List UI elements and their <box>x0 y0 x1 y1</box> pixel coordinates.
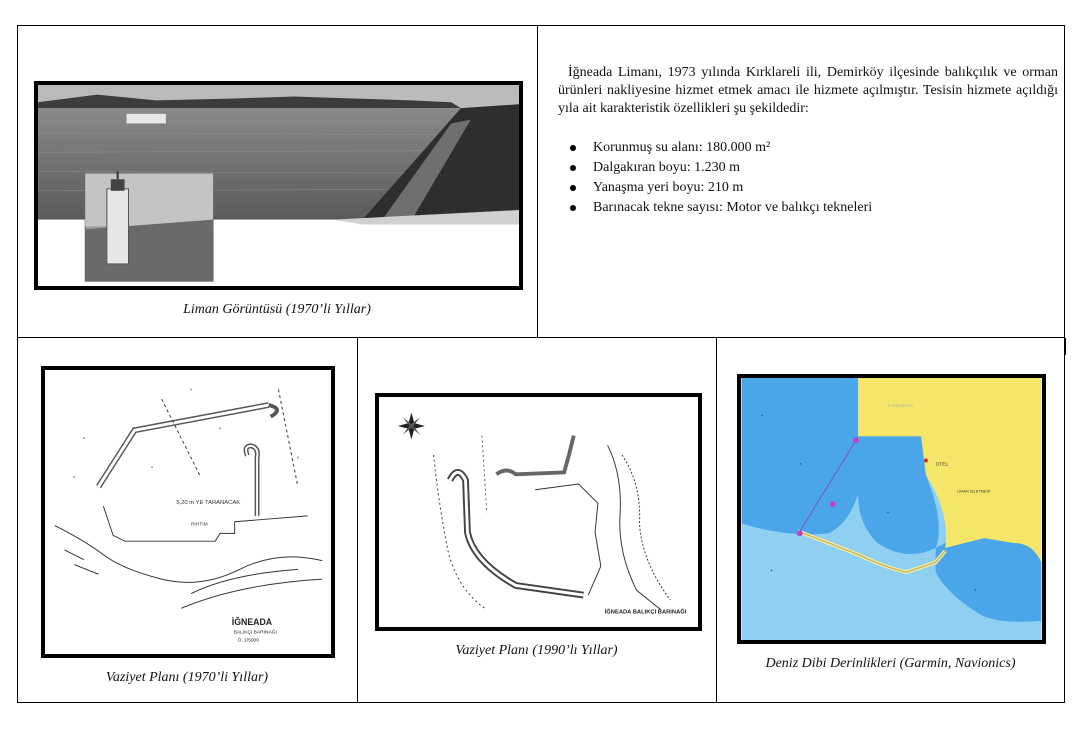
depth-map-hotel-label: OTEL <box>935 462 949 468</box>
divider-bottom-right <box>716 337 717 703</box>
plan-1970-subtitle: BALIKÇI BARINAĞI <box>233 630 277 636</box>
divider-top-vertical <box>537 25 538 337</box>
plan-1990-drawing <box>375 393 702 631</box>
svg-text:•: • <box>760 413 763 419</box>
photo-caption: Liman Görüntüsü (1970’li Yıllar) <box>183 302 371 317</box>
description-paragraph: İğneada Limanı, 1973 yılında Kırklareli ili, Demirköy ilçesinde balıkçılık ve orman ürünleri nakliyesine hizmet etmek amacı ile hizmete açılmıştır. Tesisin hizmete açıldığı yıla ait karakteristik özellikleri şu şekildedir: <box>558 65 1058 116</box>
plan-1970-caption: Vaziyet Planı (1970’li Yıllar) <box>105 670 269 685</box>
plan-1970-quay-label: RIHTIM <box>190 522 208 528</box>
feature-item: Yanaşma yeri boyu: 210 m <box>568 178 872 198</box>
plan-1970-title: İĞNEADA <box>231 616 273 627</box>
plan-1990-title: İĞNEADA BALIKÇI BARINAĞI <box>604 609 687 616</box>
feature-item: Dalgakıran boyu: 1.230 m <box>568 158 872 178</box>
svg-text:•: • <box>799 462 802 468</box>
divider-middle-horizontal <box>17 337 1065 338</box>
svg-text:•: • <box>974 588 977 594</box>
svg-text:•: • <box>770 569 773 575</box>
plan-1970-drawing <box>41 366 335 658</box>
harbor-photo <box>34 81 523 290</box>
text-cursor-mark <box>1065 338 1066 355</box>
depth-map <box>737 374 1046 644</box>
features-list <box>568 138 872 218</box>
plan-1970-basin-label: 5,20 m YE TARANACAK <box>176 500 241 507</box>
plan-1990-caption: Vaziyet Planı (1990’lı Yıllar) <box>455 643 618 658</box>
depth-map-caption: Deniz Dibi Derinlikleri (Garmin, Navionics) <box>765 656 1016 671</box>
feature-item: Korunmuş su alanı: 180.000 m² <box>568 138 872 158</box>
feature-item: Barınacak tekne sayısı: Motor ve balıkçı tekneleri <box>568 198 872 218</box>
svg-text:•: • <box>887 510 889 516</box>
depth-map-port-label: LİMAN İŞLETMESİ <box>957 488 991 494</box>
plan-1970-scale: Ö. 1/5000 <box>237 638 259 644</box>
depth-map-watermark: © Navionics <box>887 404 914 410</box>
